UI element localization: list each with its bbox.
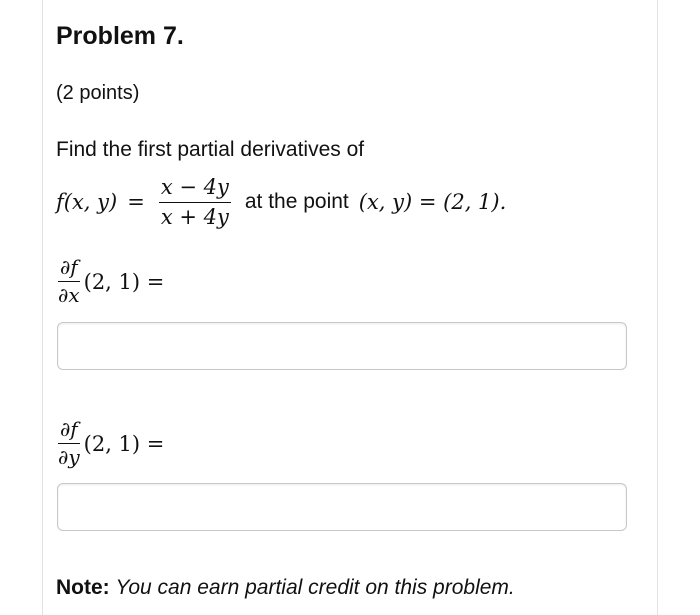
problem-prompt: Find the first partial derivatives of — [56, 138, 365, 161]
answer-input-x[interactable] — [57, 322, 627, 370]
note-text: You can earn partial credit on this problem. — [115, 576, 515, 599]
answer-input-y[interactable] — [57, 483, 627, 531]
at-point-text: at the point — [244, 190, 349, 213]
points-label: (2 points) — [56, 82, 140, 104]
partial-x-numerator: ∂f — [58, 256, 80, 282]
point-value: (x, y) = (2, 1). — [358, 190, 507, 214]
fraction-denominator: x + 4y — [160, 204, 229, 229]
partial-x-fraction — [56, 256, 82, 307]
equals-sign: = — [127, 190, 145, 214]
partial-y-denominator: ∂y — [58, 445, 80, 469]
partial-y-label — [56, 418, 164, 469]
partial-x-eval: (2, 1) = — [83, 269, 165, 294]
partial-y-fraction — [56, 418, 82, 469]
partial-y-numerator: ∂f — [58, 418, 80, 444]
note-label: Note: — [56, 576, 110, 599]
function-fraction — [159, 175, 231, 228]
fraction-numerator: x − 4y — [159, 175, 231, 202]
note — [56, 576, 515, 600]
partial-x-denominator: ∂x — [58, 283, 80, 307]
function-definition — [56, 170, 506, 234]
partial-y-eval: (2, 1) = — [83, 431, 165, 456]
problem-title: Problem 7. — [56, 22, 184, 50]
function-lhs: f(x, y) — [56, 190, 118, 214]
partial-x-label — [56, 256, 164, 307]
